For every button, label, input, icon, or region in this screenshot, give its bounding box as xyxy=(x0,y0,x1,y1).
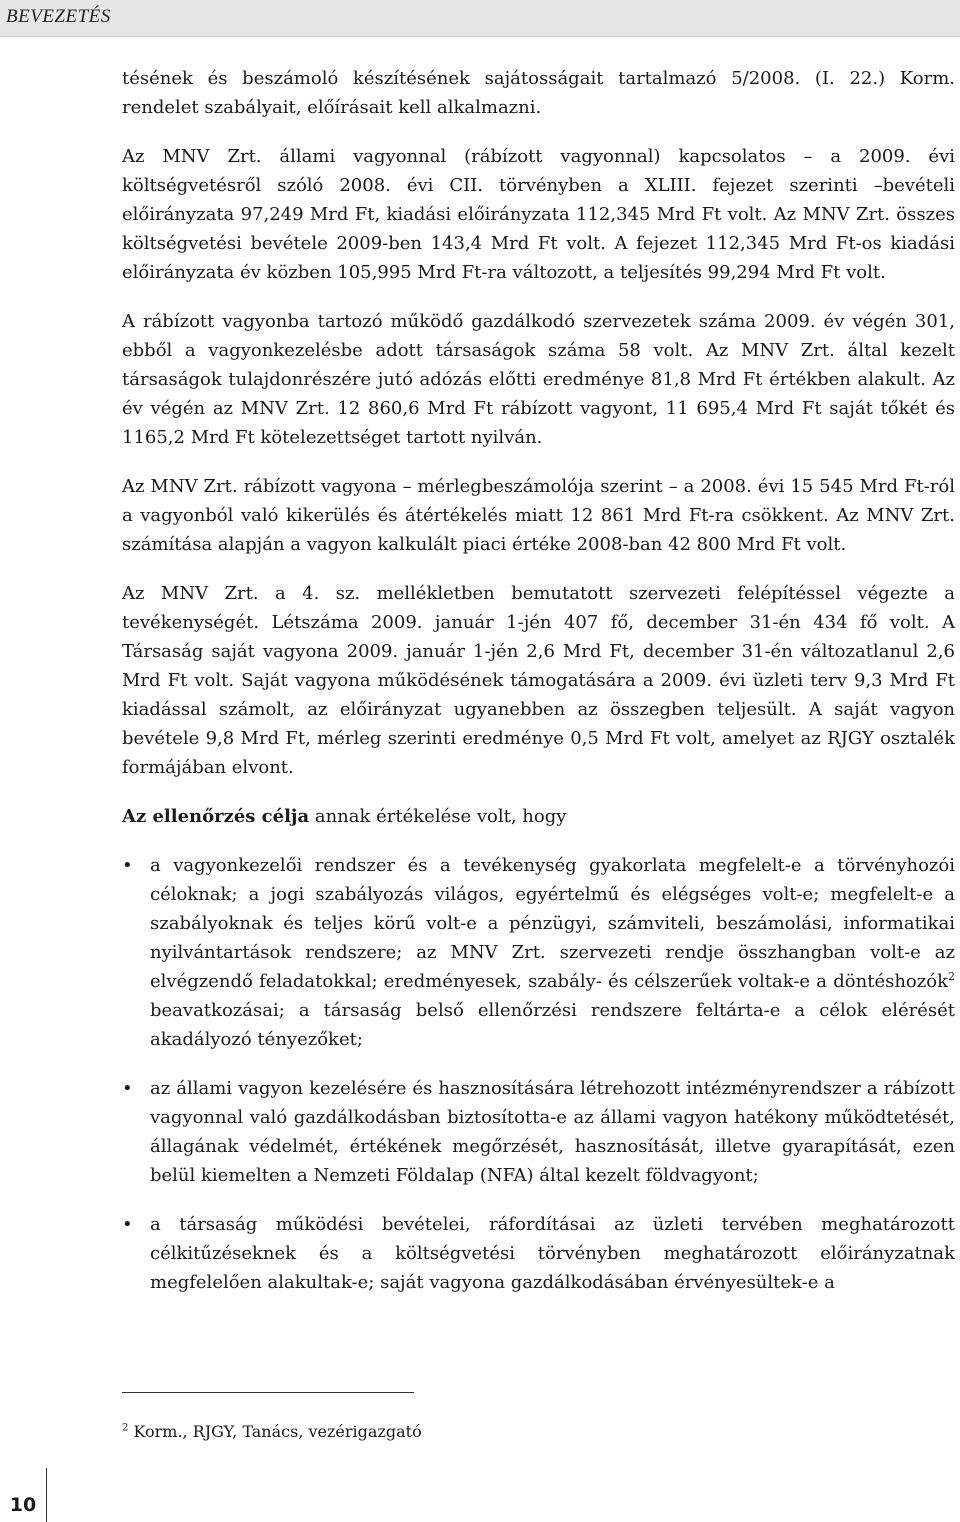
list-item xyxy=(122,1210,955,1297)
footnote-ref[interactable]: 2 xyxy=(948,970,955,983)
list-item xyxy=(122,851,955,1054)
paragraph-3: A rábízott vagyonba tartozó működő gazdálkodó szervezetek száma 2009. év végén 301, ebből a vagyonkezelésbe adott társaságok száma 58 volt. Az MNV Zrt. által kezelt társaságok tulajdonrészére jutó adózás előtti eredménye 81,8 Mrd Ft értékben alakult. Az év végén az MNV Zrt. 12 860,6 Mrd Ft rábízott vagyont, 11 695,4 Mrd Ft saját tőkét és 1165,2 Mrd Ft kötelezettséget tartott nyilván. xyxy=(122,311,955,448)
paragraph-5: Az MNV Zrt. a 4. sz. mellékletben bemutatott szervezeti felépítéssel végezte a tevékenységét. Létszáma 2009. január 1-jén 407 fő, december 31-én 434 fő volt. A Társaság saját vagyona 2009. január 1-jén 2,6 Mrd Ft, december 31-én változatlanul 2,6 Mrd Ft volt. Saját vagyona működésének támogatására a 2009. évi üzleti terv 9,3 Mrd Ft kiadással számolt, az előirányzat ugyanebben az összegben teljesült. A saját vagyon bevétele 9,8 Mrd Ft, mérleg szerinti eredménye 0,5 Mrd Ft volt, amelyet az RJGY osztalék formájában elvont. xyxy=(122,583,955,778)
bullet-icon: • xyxy=(122,855,133,876)
list-item xyxy=(122,1074,955,1190)
bullet-icon: • xyxy=(122,1214,133,1235)
footnote-number: 2 xyxy=(122,1422,129,1434)
audit-aim-rest: annak értékelése volt, hogy xyxy=(309,806,567,827)
list-item-text-part2: beavatkozásai; a társaság belső ellenőrzési rendszere feltárta-e a célok elérését akadályozó tényezőket; xyxy=(150,1000,955,1050)
header-title: BEVEZETÉS xyxy=(6,6,111,27)
audit-aim-bold: Az ellenőrzés célja xyxy=(122,806,310,827)
paragraph-4: Az MNV Zrt. rábízott vagyona – mérlegbeszámolója szerint – a 2008. évi 15 545 Mrd Ft-ról a vagyonból való kikerülés és átértékelés miatt 12 861 Mrd Ft-ra csökkent. Az MNV Zrt. számítása alapján a vagyon kalkulált piaci értéke 2008-ban 42 800 Mrd Ft volt. xyxy=(122,476,955,555)
page-body xyxy=(122,64,955,1317)
list-item-text-part1: a vagyonkezelői rendszer és a tevékenység gyakorlata megfelelt-e a törvényhozói céloknak; a jogi szabályozás világos, egyértelmű és elégséges volt-e; megfelelt-e a szabályoknak és teljes körű volt-e a pénzügyi, számviteli, beszámolási, informatikai nyilvántartások rendszere; az MNV Zrt. szervezeti rendje összhangban volt-e az elvégzendő feladatokkal; eredményesek, szabály- és célszerűek voltak-e a döntéshozók xyxy=(150,855,955,992)
footnote-divider xyxy=(122,1392,414,1393)
page-number: 10 xyxy=(9,1494,37,1516)
page-number-divider xyxy=(46,1468,47,1522)
paragraph-2: Az MNV Zrt. állami vagyonnal (rábízott vagyonnal) kapcsolatos – a 2009. évi költségvetésről szóló 2008. évi CII. törvényben a XLIII. fejezet szerinti –bevételi előirányzata 97,249 Mrd Ft, kiadási előirányzata 112,345 Mrd Ft volt. Az MNV Zrt. összes költségvetési bevétele 2009-ben 143,4 Mrd Ft volt. A fejezet 112,345 Mrd Ft-os kiadási előirányzata év közben 105,995 Mrd Ft-ra változott, a teljesítés 99,294 Mrd Ft volt. xyxy=(122,146,955,283)
bullet-icon: • xyxy=(122,1078,133,1099)
audit-aim-intro xyxy=(122,802,955,831)
list-item-text: a társaság működési bevételei, ráfordításai az üzleti tervében meghatározott célkitűzéseknek és a költségvetési törvényben meghatározott előirányzatnak megfelelően alakultak-e; saját vagyona gazdálkodásában érvényesültek-e a xyxy=(150,1214,955,1293)
audit-aim-list xyxy=(122,851,955,1297)
paragraph-1: tésének és beszámoló készítésének sajátosságait tartalmazó 5/2008. (I. 22.) Korm. rendelet szabályait, előírásait kell alkalmazni. xyxy=(122,68,955,118)
list-item-text: az állami vagyon kezelésére és hasznosítására létrehozott intézményrendszer a rábízott vagyonnal való gazdálkodásban biztosította-e az állami vagyon hatékony működtetését, állagának védelmét, értékének megőrzését, hasznosítását, illetve gyarapítását, ezen belül kiemelten a Nemzeti Földalap (NFA) által kezelt földvagyont; xyxy=(150,1078,955,1186)
running-header xyxy=(0,0,960,37)
footnote-text: Korm., RJGY, Tanács, vezérigazgató xyxy=(128,1422,422,1441)
footnote xyxy=(122,1421,422,1443)
